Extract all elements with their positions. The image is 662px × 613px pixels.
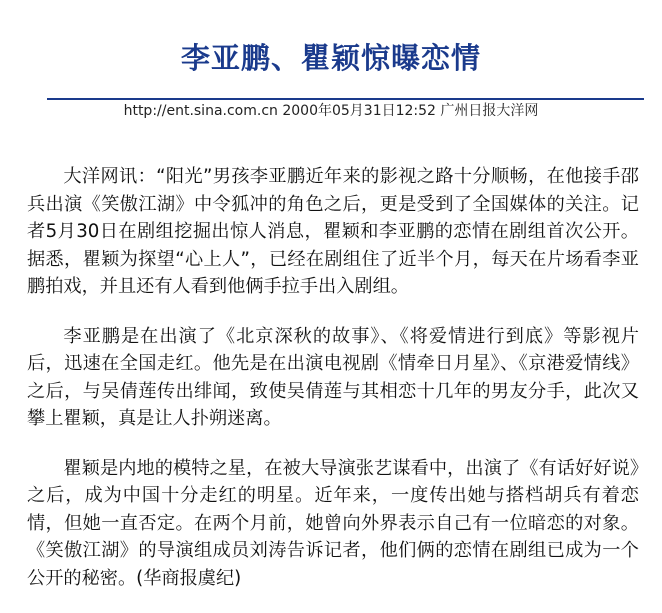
article-paragraph-3: 瞿颖是内地的模特之星，在被大导演张艺谋看中，出演了《有话好好说》之后，成为中国十分走红的明星。近年来，一度传出她与搭档胡兵有着恋情，但她一直否定。在两个月前，她曾向外界表示自己有一位暗恋的对象。《笑傲江湖》的导演组成员刘涛告诉记者，他们俩的恋情在剧组已成为一个公开的秘密。(华商报虞纪) [27, 457, 639, 589]
article-title: 李亚鹏、瞿颖惊曝恋情 [180, 41, 481, 75]
article-paragraph-2: 李亚鹏是在出演了《北京深秋的故事》、《将爱情进行到底》等影视片后，迅速在全国走红。他先是在出演电视剧《情牵日月星》、《京港爱情线》之后，与吴倩莲传出绯闻，致使吴倩莲与其相恋十几年的男友分手，此次又攀上瞿颖，真是让人扑朔迷离。 [27, 325, 639, 429]
article-body [27, 163, 639, 592]
article-paragraph-1: 大洋网讯：“阳光”男孩李亚鹏近年来的影视之路十分顺畅，在他接手邵兵出演《笑傲江湖》中令狐冲的角色之后，更是受到了全国媒体的关注。记者5月30日在剧组挖掘出惊人消息，瞿颖和李亚鹏的恋情在剧组首次公开。据悉，瞿颖为探望“心上人”，已经在剧组住了近半个月，每天在片场看李亚鹏拍戏，并且还有人看到他俩手拉手出入剧组。 [27, 166, 639, 297]
source-line: http://ent.sina.com.cn 2000年05月31日12:52 广州日报大洋网 [123, 103, 539, 119]
title-divider [47, 98, 644, 100]
